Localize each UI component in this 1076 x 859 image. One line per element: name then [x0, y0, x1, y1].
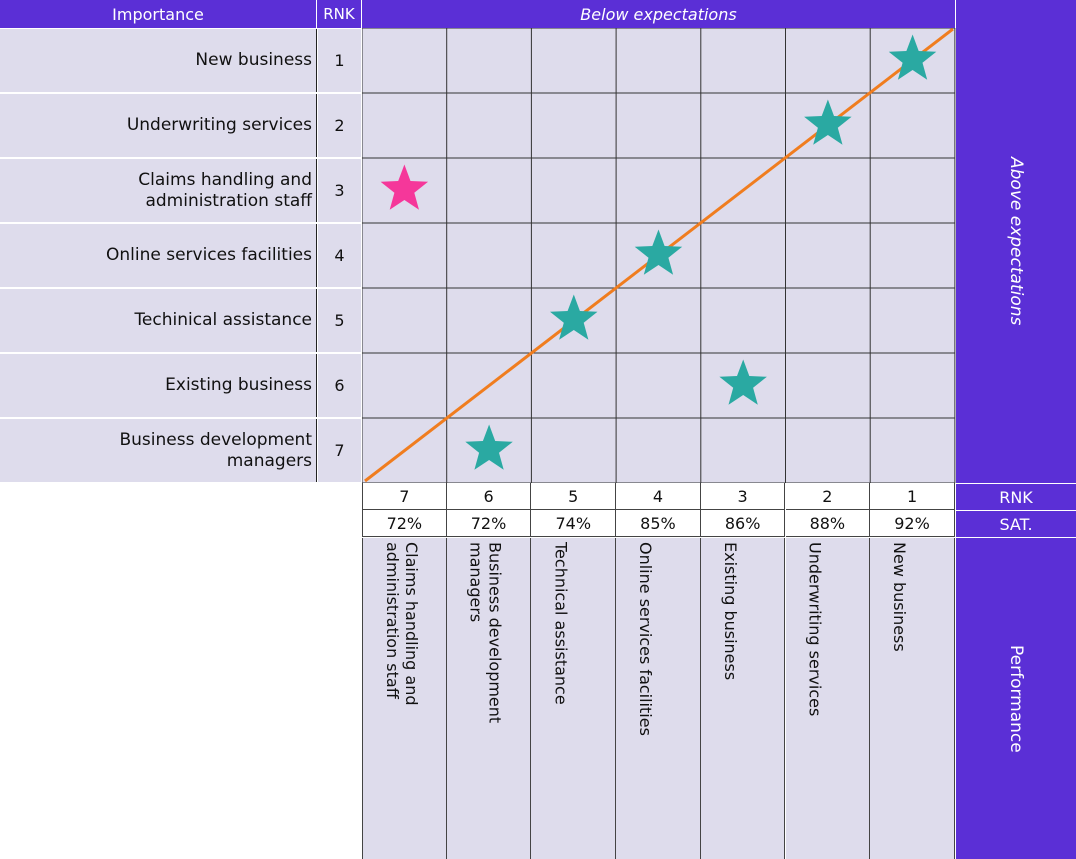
- column-rank: 2: [786, 483, 871, 510]
- column-label: Technical assistance: [551, 542, 571, 705]
- row-label: Online services facilities: [0, 224, 317, 287]
- column-sat: 86%: [701, 510, 786, 537]
- row-label: Underwriting services: [0, 94, 317, 157]
- row-rank: 5: [318, 289, 361, 352]
- sat-side-label: SAT.: [956, 511, 1076, 537]
- column-sat: 92%: [870, 510, 955, 537]
- column-label-cell: [616, 538, 701, 859]
- above-expectations-label: Above expectations: [956, 0, 1076, 483]
- column-label: Business development managers: [466, 542, 505, 724]
- column-rank: 5: [531, 483, 616, 510]
- column-rank: 3: [701, 483, 786, 510]
- column-label: Underwriting services: [805, 542, 825, 717]
- below-expectations-header: Below expectations: [362, 0, 955, 28]
- column-label-cell: [531, 538, 616, 859]
- column-rank: 7: [362, 483, 447, 510]
- row-rank: 6: [318, 354, 361, 417]
- column-label-cell: [870, 538, 955, 859]
- column-label: Claims handling and administration staff: [383, 542, 421, 706]
- column-label: Existing business: [720, 542, 740, 681]
- column-rank: 1: [870, 483, 955, 510]
- importance-header: Importance: [0, 0, 316, 28]
- importance-performance-chart: [362, 28, 956, 483]
- row-label: New business: [0, 29, 317, 92]
- row-label: Claims handling and administration staff: [0, 159, 317, 222]
- row-label: Business development managers: [0, 419, 317, 482]
- column-label: Online services facilities: [636, 542, 656, 736]
- column-rank: 6: [447, 483, 532, 510]
- row-rank: 7: [318, 419, 361, 482]
- column-sat: 85%: [616, 510, 701, 537]
- column-sat: 74%: [531, 510, 616, 537]
- column-label-cell: [786, 538, 871, 859]
- column-sat: 88%: [786, 510, 871, 537]
- column-label: New business: [890, 542, 910, 652]
- column-label-cell: [362, 538, 447, 859]
- performance-label: Performance: [956, 538, 1076, 859]
- row-rank: 3: [318, 159, 361, 222]
- row-label: Techinical assistance: [0, 289, 317, 352]
- column-label-cell: [447, 538, 532, 859]
- rnk-side-label: RNK: [956, 484, 1076, 510]
- column-sat: 72%: [447, 510, 532, 537]
- column-rank: 4: [616, 483, 701, 510]
- rnk-header: RNK: [317, 0, 361, 28]
- row-rank: 2: [318, 94, 361, 157]
- row-label: Existing business: [0, 354, 317, 417]
- row-rank: 1: [318, 29, 361, 92]
- column-sat: 72%: [362, 510, 447, 537]
- column-label-cell: [701, 538, 786, 859]
- row-rank: 4: [318, 224, 361, 287]
